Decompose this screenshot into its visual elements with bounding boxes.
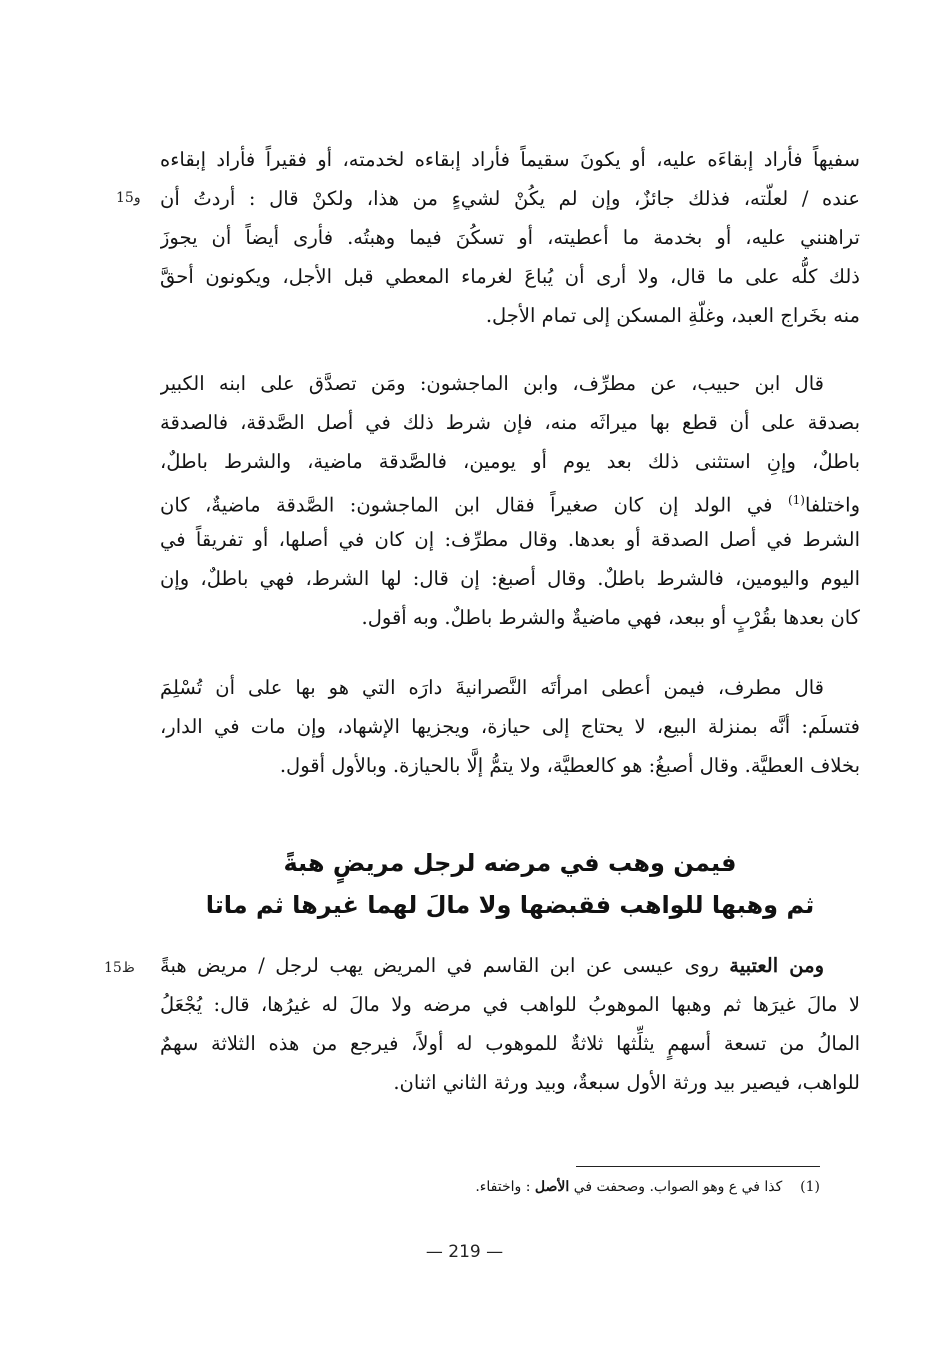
text-line: منه بخَراج العبد، وغلّةِ المسكن إلى تمام الأجل.	[485, 304, 860, 327]
heading-line-2: ثم وهبها للواهب فقبضها ولا مالَ لهما غيرها ثم ماتا	[205, 891, 815, 919]
footnote-divider	[576, 1166, 820, 1167]
paragraph-2	[160, 364, 860, 637]
text-line: الشرط في أصل الصدقة أو بعدها. وقال مطرِّف: إن كان في أصلها، أو تفريقاً في	[160, 528, 860, 551]
text-line: بصدقة على أن قطع بها ميراثَه منه، فإن شرط ذلك في أصل الصَّدقة، فالصدقة	[160, 411, 860, 434]
text-line: باطلٌ، وإنِ استثنى ذلك بعد يوم أو يومين، فالصَّدقة ماضية، والشرط باطلٌ،	[160, 450, 860, 473]
text-line: كان بعدها بقُرْبٍ أو ببعد، فهي ماضيةٌ والشرط باطلٌ. وبه أقول.	[361, 606, 860, 629]
margin-folio-ref: و15	[116, 190, 141, 206]
source-title: ومن العتبية	[729, 954, 824, 977]
text-segment: روى عيسى عن ابن القاسم في المريض يهب لرجل / مريض هبةً	[160, 954, 719, 977]
text-line: بخلاف العطيَّة. وقال أصبغُ: هو كالعطيَّة، ولا يتمُّ إلَّا بالحيازة. وبالأول أقول.	[279, 754, 860, 777]
text-line: قال مطرف، فيمن أعطى امرأتَه النَّصرانيةَ دارَه التي هو بها على أن تُسْلِمَ	[160, 676, 824, 699]
text-line	[160, 481, 860, 520]
section-heading	[160, 842, 860, 926]
paragraph-1	[160, 140, 860, 335]
footnote-bold: الأصل	[534, 1179, 570, 1195]
text-line: فتسلَم: أنَّه بمنزلة البيع، لا يحتاج إلى حيازة، ويجزيها الإشهاد، وإن مات في الدار،	[160, 715, 860, 738]
paragraph-3	[160, 668, 860, 785]
text-line: اليوم واليومين، فالشرط باطلٌ. وقال أصبغ: إن قال: لها الشرط، فهي باطلٌ، وإن	[160, 567, 860, 590]
footnote-marker: (1)	[787, 493, 805, 507]
paragraph-4	[160, 946, 860, 1102]
text-segment: في الولد إن كان صغيراً فقال ابن الماجشون: الصَّدقة ماضيةٌ، كان	[160, 493, 773, 517]
footnote-text-end: : واختفاء.	[475, 1179, 531, 1195]
text-line	[160, 946, 860, 985]
margin-folio-ref: ظ15	[104, 960, 135, 976]
text-line: تراهنني عليه، أو بخدمة ما أعطيته، أو تسكُنَ فيما وهبتُه. فأرى أيضاً أن يجوزَ	[160, 226, 860, 249]
text-line: المالُ من تسعة أسهمٍ يثلِّثها ثلاثةٌ للموهوب له أولاً، فيرجع من هذه الثلاثة سهمٌ	[160, 1032, 860, 1055]
page-number: — 219 —	[425, 1242, 504, 1262]
footnote	[360, 1176, 820, 1198]
text-line: لا مالَ غيرَها ثم وهبها الموهوبُ للواهب في مرضه ولا مالَ له غيرُها، قال: يُجْعَلُ	[160, 993, 860, 1016]
text-segment: واختلفا	[804, 493, 860, 517]
text-line: للواهب، فيصير بيد ورثة الأول سبعةٌ، وبيد ورثة الثاني اثنان.	[393, 1071, 860, 1094]
text-line: سفيهاً فأراد إبقاءَه عليه، أو يكونَ سقيماً فأراد إبقاءه لخدمته، أو فقيراً فأراد إبقاءه	[160, 148, 860, 171]
footnote-text: كذا في ع وهو الصواب. وصحفت في	[573, 1179, 783, 1195]
heading-line-1: فيمن وهب في مرضه لرجل مريضٍ هبةً	[283, 849, 737, 877]
text-line: قال ابن حبيب، عن مطرِّف، وابن الماجشون: ومَن تصدَّق على ابنه الكبير	[160, 372, 824, 395]
text-line: ذلك كلُّه على ما قال، ولا أرى أن يُباعَ لغرماء المعطي قبل الأجل، ويكونون أحقَّ	[160, 265, 860, 288]
footnote-number: (1)	[800, 1179, 820, 1195]
text-line: عنده / لعلّته، فذلك جائزٌ، وإن لم يكُنْ لشيءٍ من هذا، ولكنْ قال : أردتُ أن	[160, 187, 860, 210]
